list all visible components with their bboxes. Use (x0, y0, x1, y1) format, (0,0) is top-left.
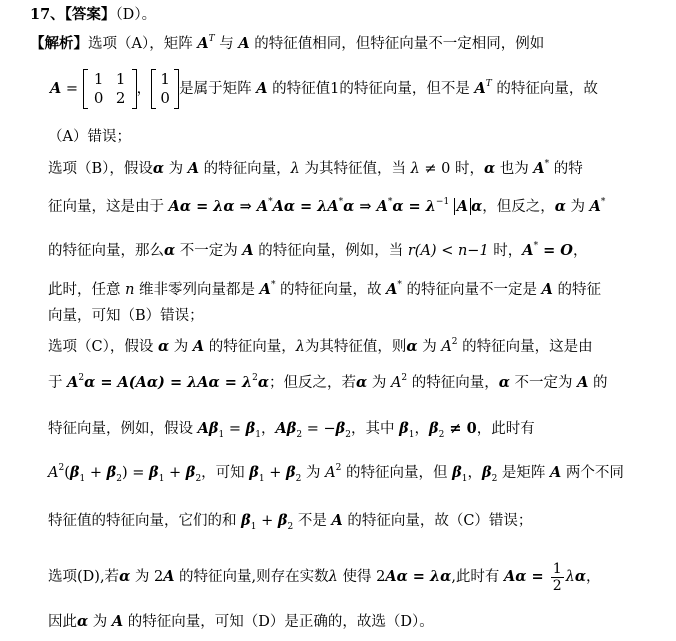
math-alpha: α (157, 338, 170, 355)
math-alpha: α (77, 613, 89, 630)
math-sub: 2 (345, 430, 352, 440)
math-sup: * (270, 280, 276, 290)
math-sub: 2 (116, 474, 123, 484)
math-sub: 1 (408, 430, 415, 440)
math-sub: 1 (158, 474, 165, 484)
math-A: A (238, 35, 250, 52)
text: 也为 (495, 161, 534, 177)
text: 不一定为 (509, 375, 578, 391)
fraction-numerator: 1 (552, 560, 562, 577)
fraction-denominator: 2 (552, 577, 562, 594)
matrix-cell: 1 (93, 70, 104, 88)
text: 不一定为 (175, 243, 243, 259)
math-sup: 2 (58, 463, 65, 473)
math-expr: α ⇒ A (343, 198, 388, 215)
option-c-line-3 (48, 418, 535, 440)
text: 选项（A），矩阵 (88, 36, 198, 52)
option-c-line-2 (48, 372, 608, 394)
option-b-line-4 (48, 279, 601, 301)
text: 的特征向量，可知（D）是正确的，故选（D）。 (123, 614, 434, 630)
text: 特征值的特征向量，它们的和 (48, 513, 242, 529)
text: 不是 (293, 513, 332, 529)
text: 为 (367, 375, 391, 391)
math-expr: ≠ 0 (444, 420, 477, 437)
math-sup: 2 (252, 373, 258, 383)
matrix-example-line (50, 66, 598, 112)
math-sup: 2 (451, 337, 458, 347)
math-A: A (192, 338, 205, 355)
text: + (256, 513, 278, 529)
text: 时， (488, 243, 523, 259)
text: 是矩阵 (497, 465, 551, 481)
text: 为 2 (130, 569, 164, 585)
text: ， (136, 81, 152, 97)
math-expr: α = A(Aα) = λAα = λ (84, 374, 253, 391)
math-expr: = O (538, 242, 573, 259)
option-b-line-3 (48, 240, 587, 262)
determinant (454, 198, 471, 215)
column-vector (151, 69, 179, 109)
math-A: A (577, 374, 589, 391)
text: 维非零列向量都是 (134, 282, 260, 298)
math-n: n (125, 282, 135, 298)
option-d-conclusion (48, 611, 434, 633)
math-beta: β (245, 420, 256, 437)
math-expr: α (257, 374, 270, 391)
matrix-2x2 (83, 69, 137, 109)
text: 的特征值相同，但特征向量不一定相同，例如 (249, 36, 545, 52)
text: + (85, 465, 107, 481)
fraction-one-half (551, 561, 564, 594)
text: 两个不同 (561, 465, 624, 481)
math-A: A (331, 512, 343, 529)
math-A: A (256, 80, 268, 97)
math-A: A (550, 464, 562, 481)
math-beta: β (286, 464, 296, 481)
text: + (264, 465, 287, 481)
text: 选项（C），假设 (48, 339, 158, 355)
math-A: A (197, 35, 209, 52)
math-lambda: λ (295, 339, 305, 355)
text: 因此 (48, 614, 77, 630)
text: 的特征向量，故 (275, 282, 387, 298)
math-sup: * (338, 197, 344, 207)
text: ，可知 (201, 465, 250, 481)
math-A: A (541, 281, 553, 298)
option-c-line-4 (48, 462, 624, 484)
math-beta: β (106, 464, 117, 481)
option-b-line-1 (48, 158, 583, 180)
math-beta: β (399, 420, 409, 437)
text: 的特征向量,则存在实数 (174, 569, 329, 585)
math-sup: * (533, 241, 539, 251)
text: 于 (48, 375, 68, 391)
math-expr: α = λα (396, 568, 452, 585)
text: 的特征 (552, 282, 602, 298)
text: ≠ 0 时， (419, 161, 484, 177)
text: ， (260, 421, 276, 437)
vector-cell: 1 (160, 70, 170, 88)
text: ) = (122, 465, 150, 481)
text: 向量，可知（B）错误； (48, 308, 204, 324)
math-A: A (259, 281, 271, 298)
math-alpha: α (574, 568, 586, 585)
math-A: A (48, 465, 59, 481)
math-alpha: α (164, 242, 176, 259)
text: 为 (301, 465, 326, 481)
math-A: A (50, 80, 62, 97)
text: 为 (417, 339, 442, 355)
text: 此时，任意 (48, 282, 126, 298)
math-sup: * (387, 197, 393, 207)
option-c-line-1: 选项（C），假设 α 为 A 的特征向量，λ为其特征值，则α 为 $A^2$ 的特征向量，这是由 (48, 337, 593, 355)
math-expr: r(A) < n−1 (407, 243, 489, 259)
math-sup: 2 (401, 373, 408, 383)
math-expr: Aα = (504, 568, 549, 585)
matrix-cell: 1 (115, 70, 126, 88)
option-d-line-1 (48, 558, 601, 596)
text: 为 (565, 199, 590, 215)
math-beta: β (241, 512, 251, 529)
math-sup: * (397, 280, 402, 290)
answer-label: 【答案】 (64, 6, 116, 23)
math-beta: β (69, 464, 80, 481)
text: 的特征向量，故 (491, 81, 598, 97)
text: 的特征向量， (204, 339, 296, 355)
text: ,此时有 (451, 569, 505, 585)
math-A: A (522, 242, 534, 259)
text: 选项（B），假设 (48, 161, 153, 177)
option-b-conclusion (48, 305, 204, 327)
math-beta: β (429, 420, 439, 437)
text: ，但反之， (482, 199, 555, 215)
math-beta: β (452, 464, 462, 481)
text: ，此时有 (476, 421, 535, 437)
math-sub: 1 (250, 522, 257, 532)
math-sup: * (268, 197, 273, 207)
math-lambda: λ (290, 161, 300, 177)
text: 的特征向量，故（C）错误； (342, 513, 533, 529)
math-sub: 1 (255, 430, 261, 440)
text: ， (586, 569, 601, 585)
math-A: A (163, 568, 175, 585)
math-alpha: α (152, 160, 165, 177)
math-sub: 1 (258, 474, 265, 484)
text: ( (64, 465, 70, 481)
math-alpha: α (498, 374, 510, 391)
math-A: A (111, 613, 124, 630)
math-expr: Aβ (197, 420, 219, 437)
math-expr: α (471, 198, 483, 215)
math-sup: 2 (335, 463, 342, 473)
math-sub: 1 (218, 430, 225, 440)
math-sub: 2 (296, 430, 303, 440)
text: 的特征向量，例如，当 (253, 243, 408, 259)
matrix-cell: 0 (93, 89, 104, 107)
text: 的特征值 (267, 81, 331, 97)
math-sup: T (485, 79, 492, 89)
text: 的特征向量，那么 (48, 243, 164, 259)
math-beta: β (249, 464, 259, 481)
text: ， (572, 243, 588, 259)
math-expr: Aα = λA (272, 198, 339, 215)
text: ，其中 (351, 421, 400, 437)
math-alpha: α (554, 198, 566, 215)
math-A: A (187, 160, 200, 177)
math-alpha: α (356, 374, 368, 391)
text: ；但反之，若 (269, 375, 357, 391)
text: 是属于矩阵 (179, 81, 257, 97)
text: = (224, 421, 246, 437)
math-beta: β (481, 464, 492, 481)
math-A: A (533, 160, 545, 177)
math-lambda: λ (410, 161, 420, 177)
math-beta: β (277, 512, 288, 529)
text: 为 (88, 614, 112, 630)
math-sub: 2 (438, 430, 445, 440)
math-sub: 2 (491, 474, 498, 484)
math-expr: Aα = λα ⇒ A (168, 198, 269, 215)
text: + (164, 465, 186, 481)
math-beta: β (149, 464, 159, 481)
math-lambda: λ (565, 569, 575, 585)
math-sub: 2 (195, 474, 202, 484)
option-c-conclusion (48, 510, 532, 532)
math-sup: −1 (435, 197, 450, 207)
matrix-cell: 2 (115, 89, 126, 107)
analysis-label: 【解析】 (30, 35, 88, 52)
text: 的特征向量， (407, 375, 499, 391)
math-sup: * (544, 159, 550, 169)
math-A: A (456, 198, 469, 215)
math-sub: 2 (295, 474, 302, 484)
text: = − (302, 421, 336, 437)
math-alpha: α (406, 338, 418, 355)
math-sub: 2 (287, 522, 294, 532)
math-A: A (390, 375, 402, 391)
text: 的特征向量，但不是 (339, 81, 475, 97)
math-beta: β (185, 464, 196, 481)
math-A: A (385, 568, 397, 585)
math-A: A (386, 281, 398, 298)
math-A: A (589, 198, 601, 215)
text: 的 (588, 375, 608, 391)
text: ， (467, 465, 482, 481)
vector-cell: 0 (160, 89, 170, 107)
text: 与 (214, 36, 239, 52)
text: 的特征向量不一定是 (401, 282, 542, 298)
text: （A）错误； (48, 129, 131, 145)
text: 1 (330, 81, 340, 97)
text: 的特征向量， (199, 161, 291, 177)
math-alpha: α (484, 160, 496, 177)
text: 的特征向量，但 (341, 465, 453, 481)
analysis-line-a (30, 33, 544, 55)
text: 为其特征值，当 (299, 161, 411, 177)
text: 特征向量，例如，假设 (48, 421, 198, 437)
text: 的特征向量，这是由 (457, 339, 593, 355)
text: ， (414, 421, 429, 437)
math-A: A (67, 374, 79, 391)
text: 的特 (549, 161, 583, 177)
text: 为 (169, 339, 193, 355)
option-b-line-2 (48, 196, 605, 218)
math-lambda: λ (328, 569, 338, 585)
math-sub: 1 (461, 474, 468, 484)
math-sup: * (600, 197, 606, 207)
answer-value: （D）。 (115, 7, 157, 23)
math-expr: Aβ (275, 420, 297, 437)
text: 使得 2 (337, 569, 386, 585)
option-a-conclusion (48, 126, 131, 148)
text: 选项(D),若 (48, 569, 120, 585)
text: = (61, 81, 83, 97)
math-A: A (441, 339, 452, 355)
math-alpha: α (119, 568, 131, 585)
math-sub: 1 (79, 474, 86, 484)
answer-line (30, 4, 156, 26)
math-expr: α = λ (392, 198, 436, 215)
math-sup: T (208, 34, 215, 44)
math-A: A (325, 465, 336, 481)
text: 征向量，这是由于 (48, 199, 169, 215)
math-sup: 2 (78, 373, 85, 383)
math-beta: β (335, 420, 346, 437)
text: 为 (164, 161, 188, 177)
question-number: 17、 (30, 6, 65, 23)
math-A: A (242, 242, 254, 259)
math-A: A (474, 80, 486, 97)
